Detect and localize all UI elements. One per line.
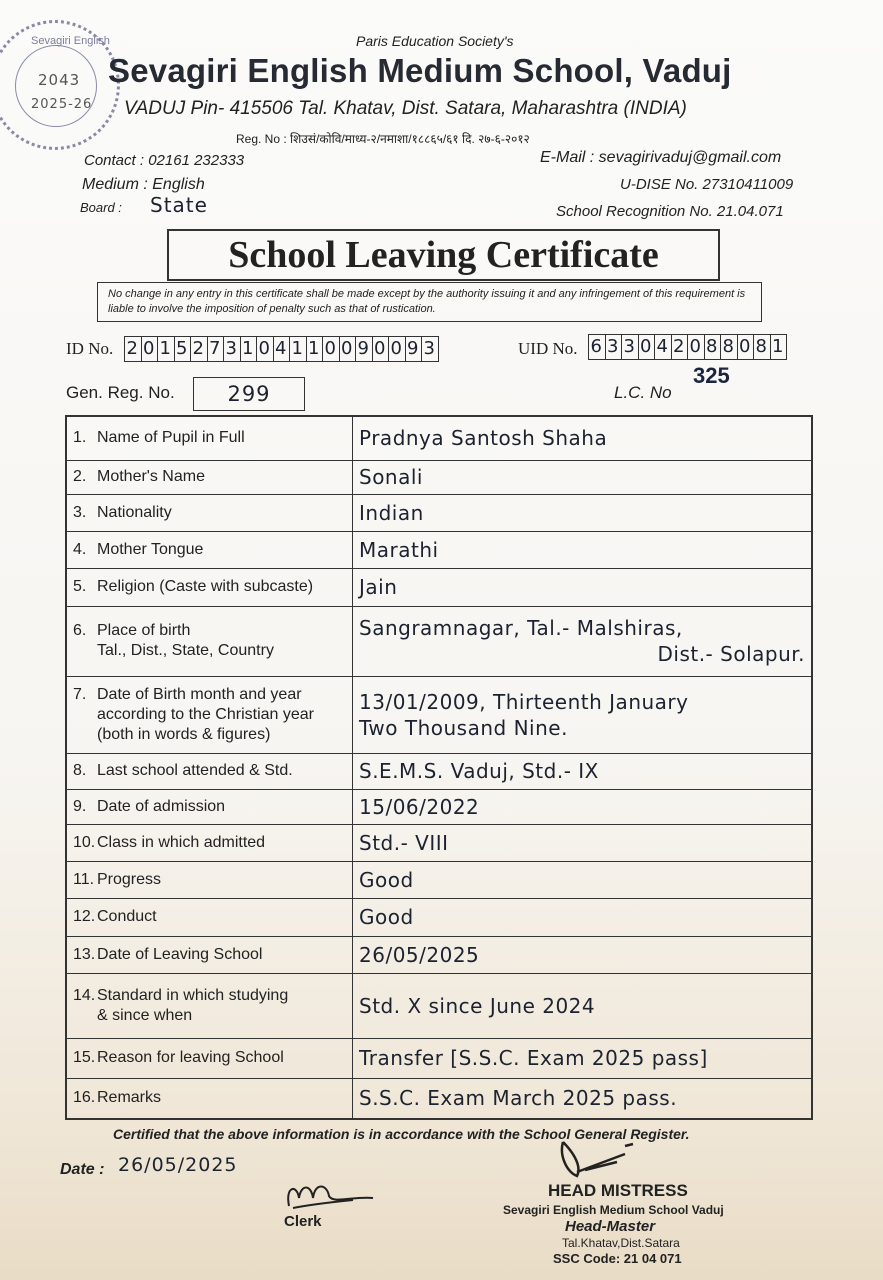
stamp-year2: 2025-26	[31, 97, 93, 112]
certificate-details-table	[65, 415, 813, 1120]
field-label-cell	[66, 936, 353, 973]
row-label: Last school attended & Std.	[97, 762, 293, 779]
board-label: Board :	[80, 200, 122, 215]
row-label: Conduct	[97, 908, 157, 925]
clerk-label: Clerk	[284, 1213, 322, 1230]
row-number: 15.	[73, 1049, 96, 1066]
row-number: 3.	[73, 503, 87, 521]
notice-text: No change in any entry in this certificate shall be made except by the authority issuing it and any infringement of this requirement is liable to involve the imposition of penalty such as that of rustication.	[97, 282, 762, 322]
field-value-cell	[353, 494, 813, 531]
row-value: 13/01/2009, Thirteenth January	[359, 689, 689, 714]
date-label: Date :	[60, 1161, 105, 1178]
board-value: State	[150, 193, 208, 217]
row-number: 11.	[73, 870, 95, 888]
row-label: Nationality	[97, 503, 172, 521]
field-label-cell	[66, 824, 353, 861]
table-row	[66, 416, 812, 460]
row-label: Reason for leaving School	[97, 1049, 284, 1066]
field-label-cell	[66, 1038, 353, 1078]
certification-statement: Certified that the above information is in accordance with the School General Register.	[113, 1126, 690, 1142]
row-label-line3: (both in words & figures)	[97, 725, 271, 743]
digit-box: 1	[241, 337, 258, 361]
gen-reg-label: Gen. Reg. No.	[66, 383, 175, 402]
digit-box: 0	[688, 335, 705, 359]
digit-box: 2	[672, 335, 689, 359]
seal-ssc-code: SSC Code: 21 04 071	[553, 1251, 682, 1266]
row-value: Sonali	[359, 465, 423, 489]
row-value: Indian	[359, 500, 424, 525]
table-row	[66, 861, 812, 898]
seal-head-master: Head-Master	[565, 1218, 656, 1235]
id-label: ID No.	[66, 339, 114, 358]
contact-number: Contact : 02161 232333	[84, 152, 245, 169]
digit-box: 8	[721, 335, 738, 359]
field-value-cell	[353, 1078, 813, 1119]
field-value-cell	[353, 973, 813, 1038]
stamp-year1: 2043	[38, 71, 81, 89]
digit-box: 1	[158, 337, 175, 361]
row-value: Transfer [S.S.C. Exam 2025 pass]	[359, 1046, 708, 1070]
row-label: Remarks	[97, 1089, 162, 1107]
row-value: Jain	[359, 575, 398, 599]
digit-box: 0	[373, 337, 390, 361]
field-value-cell	[353, 606, 813, 676]
row-label-line2: according to the Christian year	[97, 705, 314, 723]
row-label: Date of Leaving School	[97, 945, 263, 963]
table-row	[66, 898, 812, 936]
field-value-cell	[353, 1038, 813, 1078]
gen-reg-value: 299	[193, 377, 305, 411]
digit-box: 3	[622, 335, 639, 359]
row-number: 7.	[73, 685, 87, 703]
field-label-cell	[66, 789, 353, 824]
field-label-cell	[66, 861, 353, 898]
table-row	[66, 676, 812, 753]
registration-number: Reg. No : शिउसं/कोवि/माध्य-२/नमाशा/१८८६५/६१ दि. २७-६-२०१२	[236, 132, 530, 146]
row-label: Progress	[97, 870, 162, 888]
school-address: VADUJ Pin- 415506 Tal. Khatav, Dist. Satara, Maharashtra (INDIA)	[124, 98, 687, 119]
table-row	[66, 606, 812, 676]
udise-number: U-DISE No. 27310411009	[620, 176, 794, 193]
row-number: 8.	[73, 762, 87, 779]
lc-label: L.C. No	[614, 383, 672, 402]
digit-box: 4	[274, 337, 291, 361]
field-value-cell	[353, 898, 813, 936]
field-label-cell	[66, 898, 353, 936]
row-label: Standard in which studying	[97, 986, 289, 1004]
field-value-cell	[353, 568, 813, 606]
field-label-cell	[66, 973, 353, 1038]
field-label-cell	[66, 416, 353, 460]
digit-box: 0	[639, 335, 656, 359]
field-label-cell	[66, 494, 353, 531]
digit-box: 9	[356, 337, 373, 361]
field-label-cell	[66, 1078, 353, 1119]
digit-box: 0	[323, 337, 340, 361]
row-label-line2: Tal., Dist., State, Country	[97, 642, 274, 659]
table-row	[66, 824, 812, 861]
table-row	[66, 460, 812, 494]
field-value-cell	[353, 936, 813, 973]
id-number-boxes	[124, 336, 439, 362]
row-number: 12.	[73, 908, 96, 925]
row-value: Sangramnagar, Tal.- Malshiras,	[359, 616, 683, 640]
row-value: Pradnya Santosh Shaha	[359, 426, 608, 451]
row-number: 6.	[73, 622, 87, 639]
field-label-cell	[66, 531, 353, 568]
table-row	[66, 531, 812, 568]
row-number: 13.	[73, 945, 96, 963]
row-label: Class in which admitted	[97, 833, 266, 851]
school-stamp	[0, 20, 120, 150]
digit-box: 0	[257, 337, 274, 361]
digit-box: 2	[125, 337, 142, 361]
uid-label: UID No.	[518, 339, 578, 358]
field-value-cell	[353, 753, 813, 789]
row-number: 16.	[73, 1089, 96, 1107]
row-value: 15/06/2022	[359, 794, 480, 819]
table-row	[66, 568, 812, 606]
field-label-cell	[66, 676, 353, 753]
row-label: Mother's Name	[97, 468, 205, 485]
field-label-cell	[66, 606, 353, 676]
row-number: 14.	[73, 986, 96, 1004]
row-number: 9.	[73, 797, 87, 815]
uid-number-boxes	[588, 334, 787, 360]
digit-box: 8	[754, 335, 771, 359]
field-value-cell	[353, 789, 813, 824]
head-mistress-signature	[555, 1140, 645, 1180]
date-value: 26/05/2025	[118, 1154, 238, 1176]
row-number: 2.	[73, 468, 87, 485]
seal-address: Tal.Khatav,Dist.Satara	[562, 1236, 680, 1250]
row-value: Good	[359, 867, 414, 892]
clerk-signature	[283, 1176, 383, 1212]
row-value: Std. X since June 2024	[359, 993, 596, 1018]
row-value: Good	[359, 905, 414, 929]
row-value: 26/05/2025	[359, 942, 480, 967]
digit-box: 0	[340, 337, 357, 361]
row-value: Std.- VIII	[359, 830, 449, 855]
table-row	[66, 753, 812, 789]
digit-box: 6	[589, 335, 606, 359]
digit-box: 9	[406, 337, 423, 361]
field-value-cell	[353, 824, 813, 861]
digit-box: 3	[423, 338, 436, 359]
table-row	[66, 936, 812, 973]
row-label: Place of birth	[97, 622, 191, 639]
row-value: S.E.M.S. Vaduj, Std.- IX	[359, 759, 599, 783]
head-mistress-title: HEAD MISTRESS	[548, 1181, 688, 1200]
row-label-line2: & since when	[97, 1006, 193, 1024]
digit-box: 1	[290, 337, 307, 361]
row-value-line2: Two Thousand Nine.	[359, 715, 568, 740]
field-value-cell	[353, 460, 813, 494]
certificate-title: School Leaving Certificate	[167, 229, 720, 281]
lc-number: 325	[693, 363, 730, 388]
digit-box: 1	[772, 336, 785, 357]
field-value-cell	[353, 861, 813, 898]
row-label: Religion (Caste with subcaste)	[97, 578, 314, 595]
digit-box: 5	[175, 337, 192, 361]
digit-box: 3	[224, 337, 241, 361]
table-row	[66, 789, 812, 824]
field-value-cell	[353, 416, 813, 460]
digit-box: 8	[705, 335, 722, 359]
table-row	[66, 1078, 812, 1119]
email: E-Mail : sevagirivaduj@gmail.com	[540, 149, 782, 166]
row-number: 10.	[73, 833, 96, 851]
digit-box: 0	[389, 337, 406, 361]
field-label-cell	[66, 460, 353, 494]
table-row	[66, 1038, 812, 1078]
digit-box: 4	[655, 335, 672, 359]
row-label: Date of admission	[97, 797, 226, 815]
field-value-cell	[353, 676, 813, 753]
row-label: Mother Tongue	[97, 540, 204, 558]
digit-box: 1	[307, 337, 324, 361]
field-label-cell	[66, 568, 353, 606]
digit-box: 7	[208, 337, 225, 361]
digit-box: 3	[606, 335, 623, 359]
digit-box: 0	[142, 337, 159, 361]
digit-box: 0	[738, 335, 755, 359]
digit-box: 2	[191, 337, 208, 361]
row-number: 4.	[73, 540, 87, 558]
row-label: Date of Birth month and year	[97, 685, 302, 703]
row-number: 1.	[73, 429, 87, 447]
medium: Medium : English	[82, 176, 205, 193]
society-name: Paris Education Society's	[356, 33, 514, 49]
stamp-top-text: Sevagiri English	[31, 35, 110, 47]
field-value-cell	[353, 531, 813, 568]
table-row	[66, 973, 812, 1038]
school-name: Sevagiri English Medium School, Vaduj	[108, 52, 732, 89]
row-label: Name of Pupil in Full	[97, 429, 245, 447]
row-value-line2: Dist.- Solapur.	[657, 642, 805, 666]
recognition-number: School Recognition No. 21.04.071	[556, 203, 784, 220]
table-row	[66, 494, 812, 531]
field-label-cell	[66, 753, 353, 789]
row-value: S.S.C. Exam March 2025 pass.	[359, 1086, 678, 1111]
row-value: Marathi	[359, 537, 439, 562]
seal-school-name: Sevagiri English Medium School Vaduj	[503, 1203, 724, 1217]
row-number: 5.	[73, 578, 87, 595]
